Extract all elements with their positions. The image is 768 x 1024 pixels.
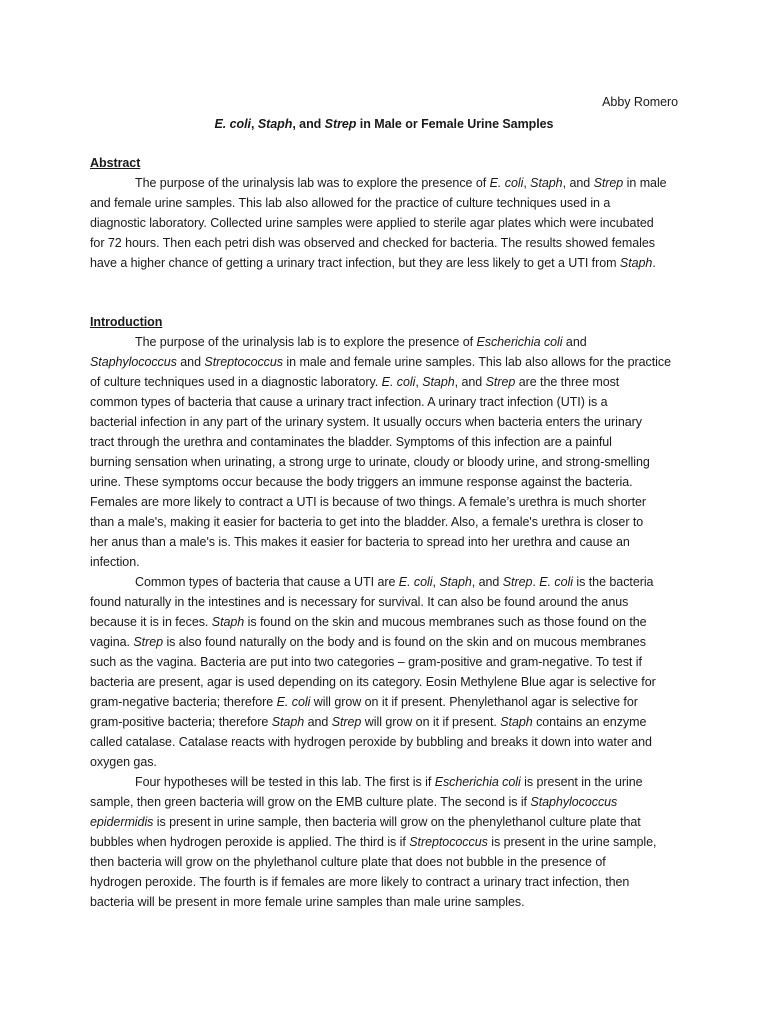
paragraph-line — [90, 432, 678, 452]
title-segment — [215, 117, 251, 131]
text-segment: hydrogen peroxide. The fourth is if females are more likely to contract a urinary tract infection, then — [90, 875, 630, 889]
paragraph-line — [90, 732, 678, 752]
paragraph-line — [90, 253, 678, 273]
text-segment: common types of bacteria that cause a urinary tract infection. A urinary tract infection (UTI) is a — [90, 395, 608, 409]
text-segment: is present in the urine — [520, 775, 643, 789]
paragraph-line — [90, 592, 678, 612]
text-segment: and female urine samples. This lab also allowed for the practice of culture techniques used in a — [90, 196, 611, 210]
paragraph-line — [90, 612, 678, 632]
text-segment: then bacteria will grow on the phylethanol culture plate that does not bubble in the presence of — [90, 855, 606, 869]
text-segment: Females are more likely to contract a UTI is because of two things. A female’s urethra is much shorter — [90, 495, 647, 509]
italic-term: Strep — [593, 176, 624, 190]
text-segment: , — [415, 375, 423, 389]
text-segment: gram-negative bacteria; therefore — [90, 695, 277, 709]
title-segment — [325, 117, 357, 131]
text-segment: , — [250, 117, 258, 131]
italic-term: Strep — [324, 117, 357, 131]
paragraph-line — [90, 512, 678, 532]
text-segment: contains an enzyme — [532, 715, 647, 729]
text-segment: bacterial infection in any part of the urinary system. It usually occurs when bacteria enters the urinary — [90, 415, 642, 429]
paragraph-line — [90, 852, 678, 872]
paragraph-line — [90, 193, 678, 213]
paragraph-line — [90, 832, 678, 852]
italic-term: Strep — [502, 575, 533, 589]
italic-term: Staph — [530, 176, 563, 190]
text-segment: will grow on it if present. — [361, 715, 501, 729]
text-segment: gram-positive bacteria; therefore — [90, 715, 272, 729]
abstract-heading: Abstract — [90, 156, 141, 170]
text-segment: in male — [623, 176, 667, 190]
paragraph-line — [90, 572, 678, 592]
italic-term: Escherichia coli — [476, 335, 563, 349]
italic-term: Staph — [422, 375, 455, 389]
text-segment: tract through the urethra and contaminates the bladder. Symptoms of this infection are a painful — [90, 435, 612, 449]
paragraph-line — [90, 213, 678, 233]
paper-title — [90, 114, 678, 134]
italic-term: Strep — [133, 635, 164, 649]
text-segment: burning sensation when urinating, a strong urge to urinate, cloudy or bloody urine, and strong-smelling — [90, 455, 650, 469]
italic-term: Staph — [271, 715, 305, 729]
text-segment: her anus than a male's is. This makes it easier for bacteria to spread into her urethra and cause an — [90, 535, 630, 549]
italic-term: Staph — [211, 615, 245, 629]
text-segment: , and — [562, 176, 594, 190]
text-segment: infection. — [90, 555, 140, 569]
text-segment: will grow on it if present. Phenylethanol agar is selective for — [310, 695, 638, 709]
text-segment: , — [432, 575, 440, 589]
text-segment: found naturally in the intestines and is necessary for survival. It can also be found around the anus — [90, 595, 629, 609]
text-segment: . — [652, 256, 656, 270]
text-segment: for 72 hours. Then each petri dish was observed and checked for bacteria. The results showed females — [90, 236, 655, 250]
document-body — [90, 92, 678, 912]
text-segment: have a higher chance of getting a urinary tract infection, but they are less likely to get a UTI from — [90, 256, 620, 270]
text-segment: , and — [292, 117, 325, 131]
author-name: Abby Romero — [602, 95, 678, 109]
text-segment: urine. These symptoms occur because the body triggers an immune response against the bacteria. — [90, 475, 633, 489]
text-segment: called catalase. Catalase reacts with hydrogen peroxide by bubbling and breaks it down into water and — [90, 735, 652, 749]
paragraph-line — [90, 532, 678, 552]
paragraph-line — [90, 792, 678, 812]
paragraph-line — [90, 892, 678, 912]
italic-term: Staph — [439, 575, 472, 589]
text-segment: and — [562, 335, 587, 349]
italic-term: Streptococcus — [409, 835, 488, 849]
text-segment: The purpose of the urinalysis lab was to explore the presence of — [135, 176, 490, 190]
text-segment: Common types of bacteria that cause a UTI are — [135, 575, 399, 589]
paragraph-line — [90, 332, 678, 352]
paragraph-line — [90, 712, 678, 732]
paragraph-line — [90, 392, 678, 412]
text-segment: such as the vagina. Bacteria are put into two categories – gram-positive and gram-negative. To test if — [90, 655, 642, 669]
paragraph-line — [90, 772, 678, 792]
text-segment: is present in urine sample, then bacteria will grow on the phenylethanol culture plate that — [153, 815, 641, 829]
introduction-heading: Introduction — [90, 315, 163, 329]
italic-term: Staphylococcus — [90, 355, 177, 369]
italic-term: E. coli — [539, 575, 573, 589]
italic-term: Staph — [500, 715, 533, 729]
text-segment: oxygen gas. — [90, 755, 157, 769]
italic-term: Streptococcus — [204, 355, 283, 369]
text-segment: , and — [471, 575, 503, 589]
text-segment: of culture techniques used in a diagnostic laboratory. — [90, 375, 382, 389]
title-segment — [258, 117, 292, 131]
text-segment: in male and female urine samples. This lab also allows for the practice — [282, 355, 672, 369]
italic-term: Staph — [257, 117, 293, 131]
italic-term: Strep — [331, 715, 362, 729]
text-segment: diagnostic laboratory. Collected urine samples were applied to sterile agar plates which were incubated — [90, 216, 654, 230]
italic-term: epidermidis — [90, 815, 154, 829]
paragraph-line — [90, 452, 678, 472]
paragraph-line — [90, 372, 678, 392]
text-segment: bacteria will be present in more female urine samples than male urine samples. — [90, 895, 525, 909]
text-segment: and — [304, 715, 332, 729]
paragraph-line — [90, 552, 678, 572]
text-segment: is present in the urine sample, — [487, 835, 657, 849]
text-segment: and — [176, 355, 205, 369]
italic-term: E. coli — [276, 695, 311, 709]
text-segment: is also found naturally on the body and is found on the skin and on mucous membranes — [163, 635, 646, 649]
italic-term: E. coli — [214, 117, 251, 131]
italic-term: Strep — [485, 375, 516, 389]
paragraph-line — [90, 672, 678, 692]
italic-term: E. coli — [489, 176, 524, 190]
text-segment: is the bacteria — [572, 575, 654, 589]
paragraph-line — [90, 233, 678, 253]
text-segment: bacteria are present, agar is used depending on its category. Eosin Methylene Blue agar is selective for — [90, 675, 656, 689]
text-segment: Four hypotheses will be tested in this lab. The first is if — [135, 775, 435, 789]
paragraph-line — [90, 752, 678, 772]
text-segment: The purpose of the urinalysis lab is to explore the presence of — [135, 335, 477, 349]
paragraph-line — [90, 412, 678, 432]
text-segment: because it is in feces. — [90, 615, 212, 629]
paragraph-line — [90, 472, 678, 492]
text-segment: bubbles when hydrogen peroxide is applied. The third is if — [90, 835, 410, 849]
text-segment: than a male's, making it easier for bacteria to get into the bladder. Also, a female's urethra is closer to — [90, 515, 644, 529]
introduction-body — [90, 332, 678, 912]
paragraph-line — [90, 872, 678, 892]
italic-term: Staph — [619, 256, 653, 270]
text-segment: vagina. — [90, 635, 134, 649]
paragraph-line — [90, 692, 678, 712]
italic-term: E. coli — [381, 375, 416, 389]
text-segment: , — [523, 176, 531, 190]
italic-term: E. coli — [398, 575, 433, 589]
paragraph-line — [90, 173, 678, 193]
italic-term: Staphylococcus — [530, 795, 618, 809]
text-segment: . — [532, 575, 540, 589]
text-segment: are the three most — [515, 375, 620, 389]
italic-term: Escherichia coli — [434, 775, 521, 789]
paragraph-line — [90, 632, 678, 652]
text-segment: sample, then green bacteria will grow on the EMB culture plate. The second is if — [90, 795, 531, 809]
text-segment: is found on the skin and mucous membranes such as those found on the — [244, 615, 647, 629]
paragraph-line — [90, 352, 678, 372]
paragraph-line — [90, 812, 678, 832]
text-segment: in Male or Female Urine Samples — [356, 117, 554, 131]
paragraph-line — [90, 652, 678, 672]
abstract-body — [90, 173, 678, 273]
text-segment: , and — [454, 375, 486, 389]
paragraph-line — [90, 492, 678, 512]
